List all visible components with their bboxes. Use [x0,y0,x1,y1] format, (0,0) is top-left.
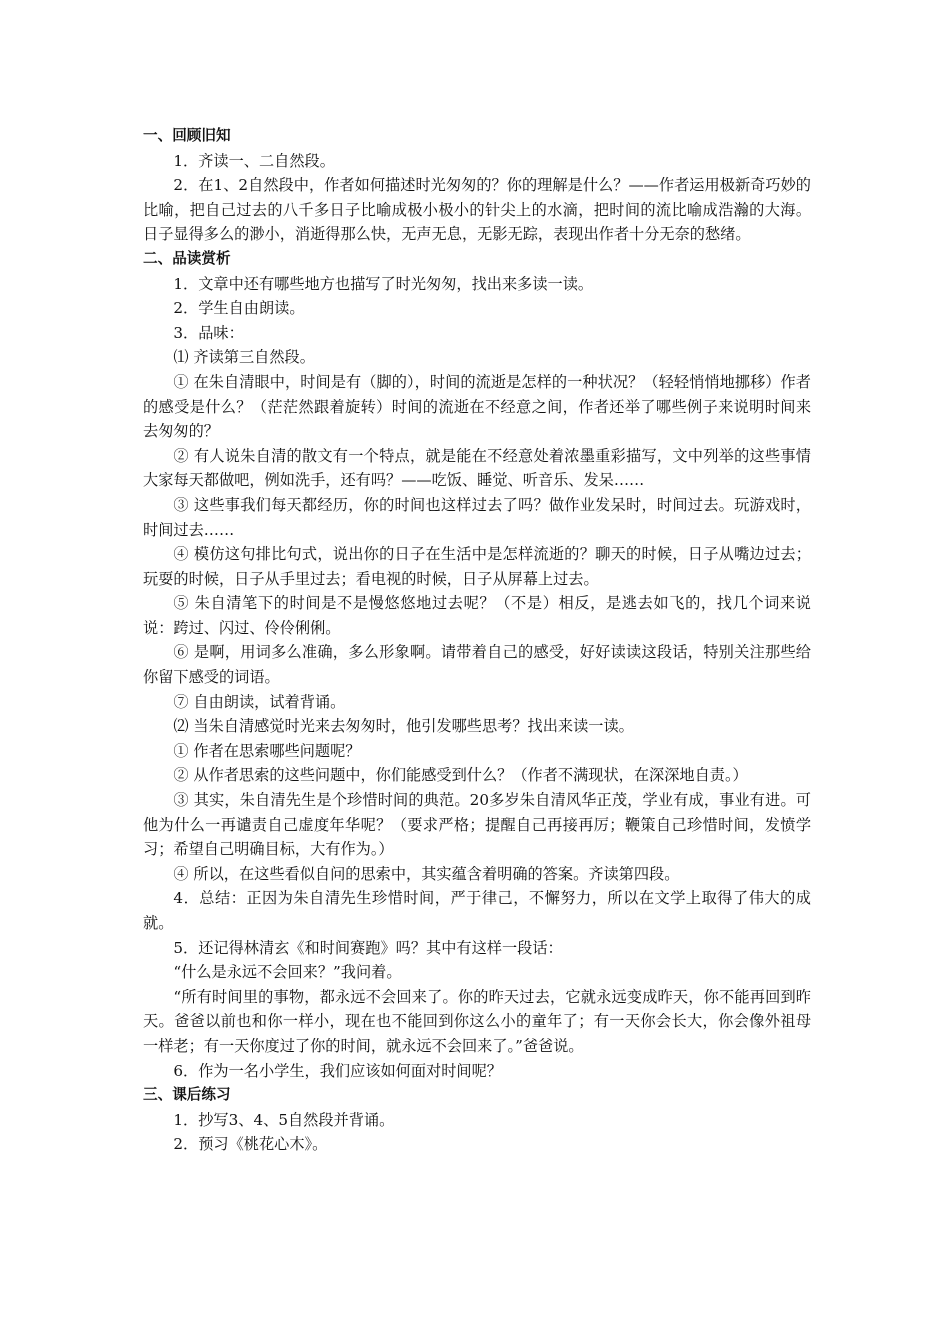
paragraph: ⑴ 齐读第三自然段。 [173,348,315,367]
paragraph: 5．还记得林清玄《和时间赛跑》吗？其中有这样一段话： [173,938,563,957]
paragraph: ⑤ 朱自清笔下的时间是不是慢悠悠地过去呢？（不是）相反，是逃去如飞的，找几个词来说说：跨过、闪过、伶伶俐俐。 [143,594,811,637]
paragraph: ② 从作者思索的这些问题中，你们能感受到什么？（作者不满现状，在深深地自责。） [173,766,748,785]
paragraph: 2．学生自由朗读。 [173,299,305,318]
document-page [143,124,811,1157]
paragraph: 2．在1、2自然段中，作者如何描述时光匆匆的？你的理解是什么？——作者运用极新奇巧妙的比喻，把自己过去的八千多日子比喻成极小极小的针尖上的水滴，把时间的流比喻成浩瀚的大海。日子显得多么的渺小，消逝得那么快，无声无息，无影无踪，表现出作者十分无奈的愁绪。 [143,176,811,244]
paragraph: 1．抄写3、4、5自然段并背诵。 [173,1110,395,1129]
paragraph: 6．作为一名小学生，我们应该如何面对时间呢？ [173,1061,502,1080]
paragraph: ⑦ 自由朗读，试着背诵。 [173,692,346,711]
paragraph: ③ 其实，朱自清先生是个珍惜时间的典范。20多岁朱自清风华正茂，学业有成，事业有进。可他为什么一再谴责自己虚度年华呢？（要求严格；提醒自己再接再厉；鞭策自己珍惜时间，发愤学习；希望自己明确目标，大有作为。） [143,791,811,859]
quote-paragraph: “所有时间里的事物，都永远不会回来了。你的昨天过去，它就永远变成昨天，你不能再回到昨天。爸爸以前也和你一样小，现在也不能回到你这么小的童年了；有一天你会长大，你会像外祖母一样老；有一天你度过了你的时间，就永远不会回来了。”爸爸说。 [143,987,811,1055]
paragraph: ③ 这些事我们每天都经历，你的时间也这样过去了吗？做作业发呆时，时间过去。玩游戏时，时间过去…… [143,495,811,539]
section-title-review: 一、回顾旧知 [143,127,231,144]
paragraph: ④ 所以，在这些看似自问的思索中，其实蕴含着明确的答案。齐读第四段。 [173,864,680,883]
section-title-exercises: 三、课后练习 [143,1086,231,1104]
paragraph: ⑥ 是啊，用词多么准确，多么形象啊。请带着自己的感受，好好读读这段话，特别关注那些给你留下感受的词语。 [143,643,811,687]
paragraph: 1．文章中还有哪些地方也描写了时光匆匆，找出来多读一读。 [173,274,594,293]
paragraph: 4．总结：正因为朱自清先生珍惜时间，严于律己，不懈努力，所以在文学上取得了伟大的成就。 [143,889,811,932]
paragraph: 3．品味： [173,323,244,342]
quote-paragraph: “什么是永远不会回来？”我问着。 [173,963,402,982]
paragraph: 2．预习《桃花心木》。 [173,1135,328,1154]
paragraph: ② 有人说朱自清的散文有一个特点，就是能在不经意处着浓墨重彩描写，文中列举的这些事情大家每天都做吧，例如洗手，还有吗？——吃饭、睡觉、听音乐、发呆…… [143,446,811,490]
paragraph: ① 作者在思索哪些问题呢？ [173,741,361,760]
paragraph: 1．齐读一、二自然段。 [173,151,335,170]
section-title-appreciation: 二、品读赏析 [143,249,231,267]
paragraph: ⑵ 当朱自清感觉时光来去匆匆时，他引发哪些思考？找出来读一读。 [173,717,634,736]
paragraph: ④ 模仿这句排比句式，说出你的日子在生活中是怎样流逝的？聊天的时候，日子从嘴边过去；玩耍的时候，日子从手里过去；看电视的时候，日子从屏幕上过去。 [143,545,811,588]
paragraph: ① 在朱自清眼中，时间是有（脚的），时间的流逝是怎样的一种状况？（轻轻悄悄地挪移）作者的感受是什么？（茫茫然跟着旋转）时间的流逝在不经意之间，作者还举了哪些例子来说明时间来去匆匆的？ [143,372,811,441]
